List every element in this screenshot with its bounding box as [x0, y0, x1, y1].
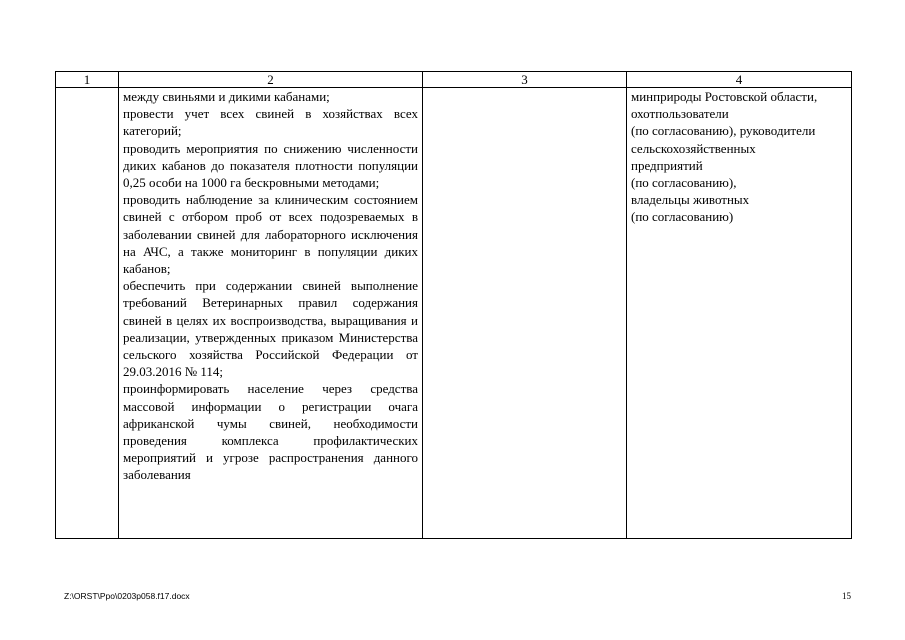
measure-paragraph: обеспечить при содержании свиней выполнение требований Ветеринарных правил содержания свиней в целях их воспроизводства, выращивания и реализации, утвержденных приказом Министерства сельского хозяйства Российской Федерации от 29.03.2016 № 114;: [123, 278, 418, 380]
responsible-line: владельцы животных: [631, 192, 750, 208]
cell-col1: [56, 88, 119, 539]
header-cell-3: 3: [423, 72, 627, 88]
cell-responsible: [627, 88, 852, 539]
header-cell-1: 1: [56, 72, 119, 88]
responsible-line: (по согласованию): [631, 209, 734, 225]
measure-paragraph: провести учет всех свиней в хозяйствах всех категорий;: [123, 106, 418, 139]
responsible-line: охотпользователи: [631, 106, 729, 122]
header-row: [56, 72, 852, 88]
cell-col3: [423, 88, 627, 539]
table-row: [56, 88, 852, 539]
document-table: [55, 71, 852, 539]
measure-paragraph: проводить наблюдение за клиническим состоянием свиней с отбором проб от всех подозреваемых в заболевании свиней для лабораторного исключения на АЧС, а также мониторинг в популяции диких кабанов;: [123, 192, 418, 277]
responsible-line: (по согласованию), руководители: [631, 123, 816, 139]
responsible-line: минприроды Ростовской области,: [631, 89, 818, 104]
header-cell-2: 2: [119, 72, 423, 88]
responsible-line: (по согласованию),: [631, 175, 737, 191]
cell-measures: [119, 88, 423, 539]
responsible-line: сельскохозяйственных: [631, 140, 756, 156]
measure-paragraph: проводить мероприятия по снижению численности диких кабанов до показателя плотности популяции 0,25 особи на 1000 га бескровными методами;: [123, 140, 418, 191]
header-cell-4: 4: [627, 72, 852, 88]
page-number: 15: [842, 591, 851, 601]
measure-paragraph: проинформировать население через средства массовой информации о регистрации очага африканской чумы свиней, необходимости проведения комплекса профилактических мероприятий и угрозе распространения данного заболевания: [123, 381, 418, 483]
footer-file-path: Z:\ORST\Ppo\0203p058.f17.docx: [64, 591, 190, 601]
measure-paragraph: между свиньями и дикими кабанами;: [123, 89, 330, 104]
responsible-line: предприятий: [631, 157, 703, 173]
